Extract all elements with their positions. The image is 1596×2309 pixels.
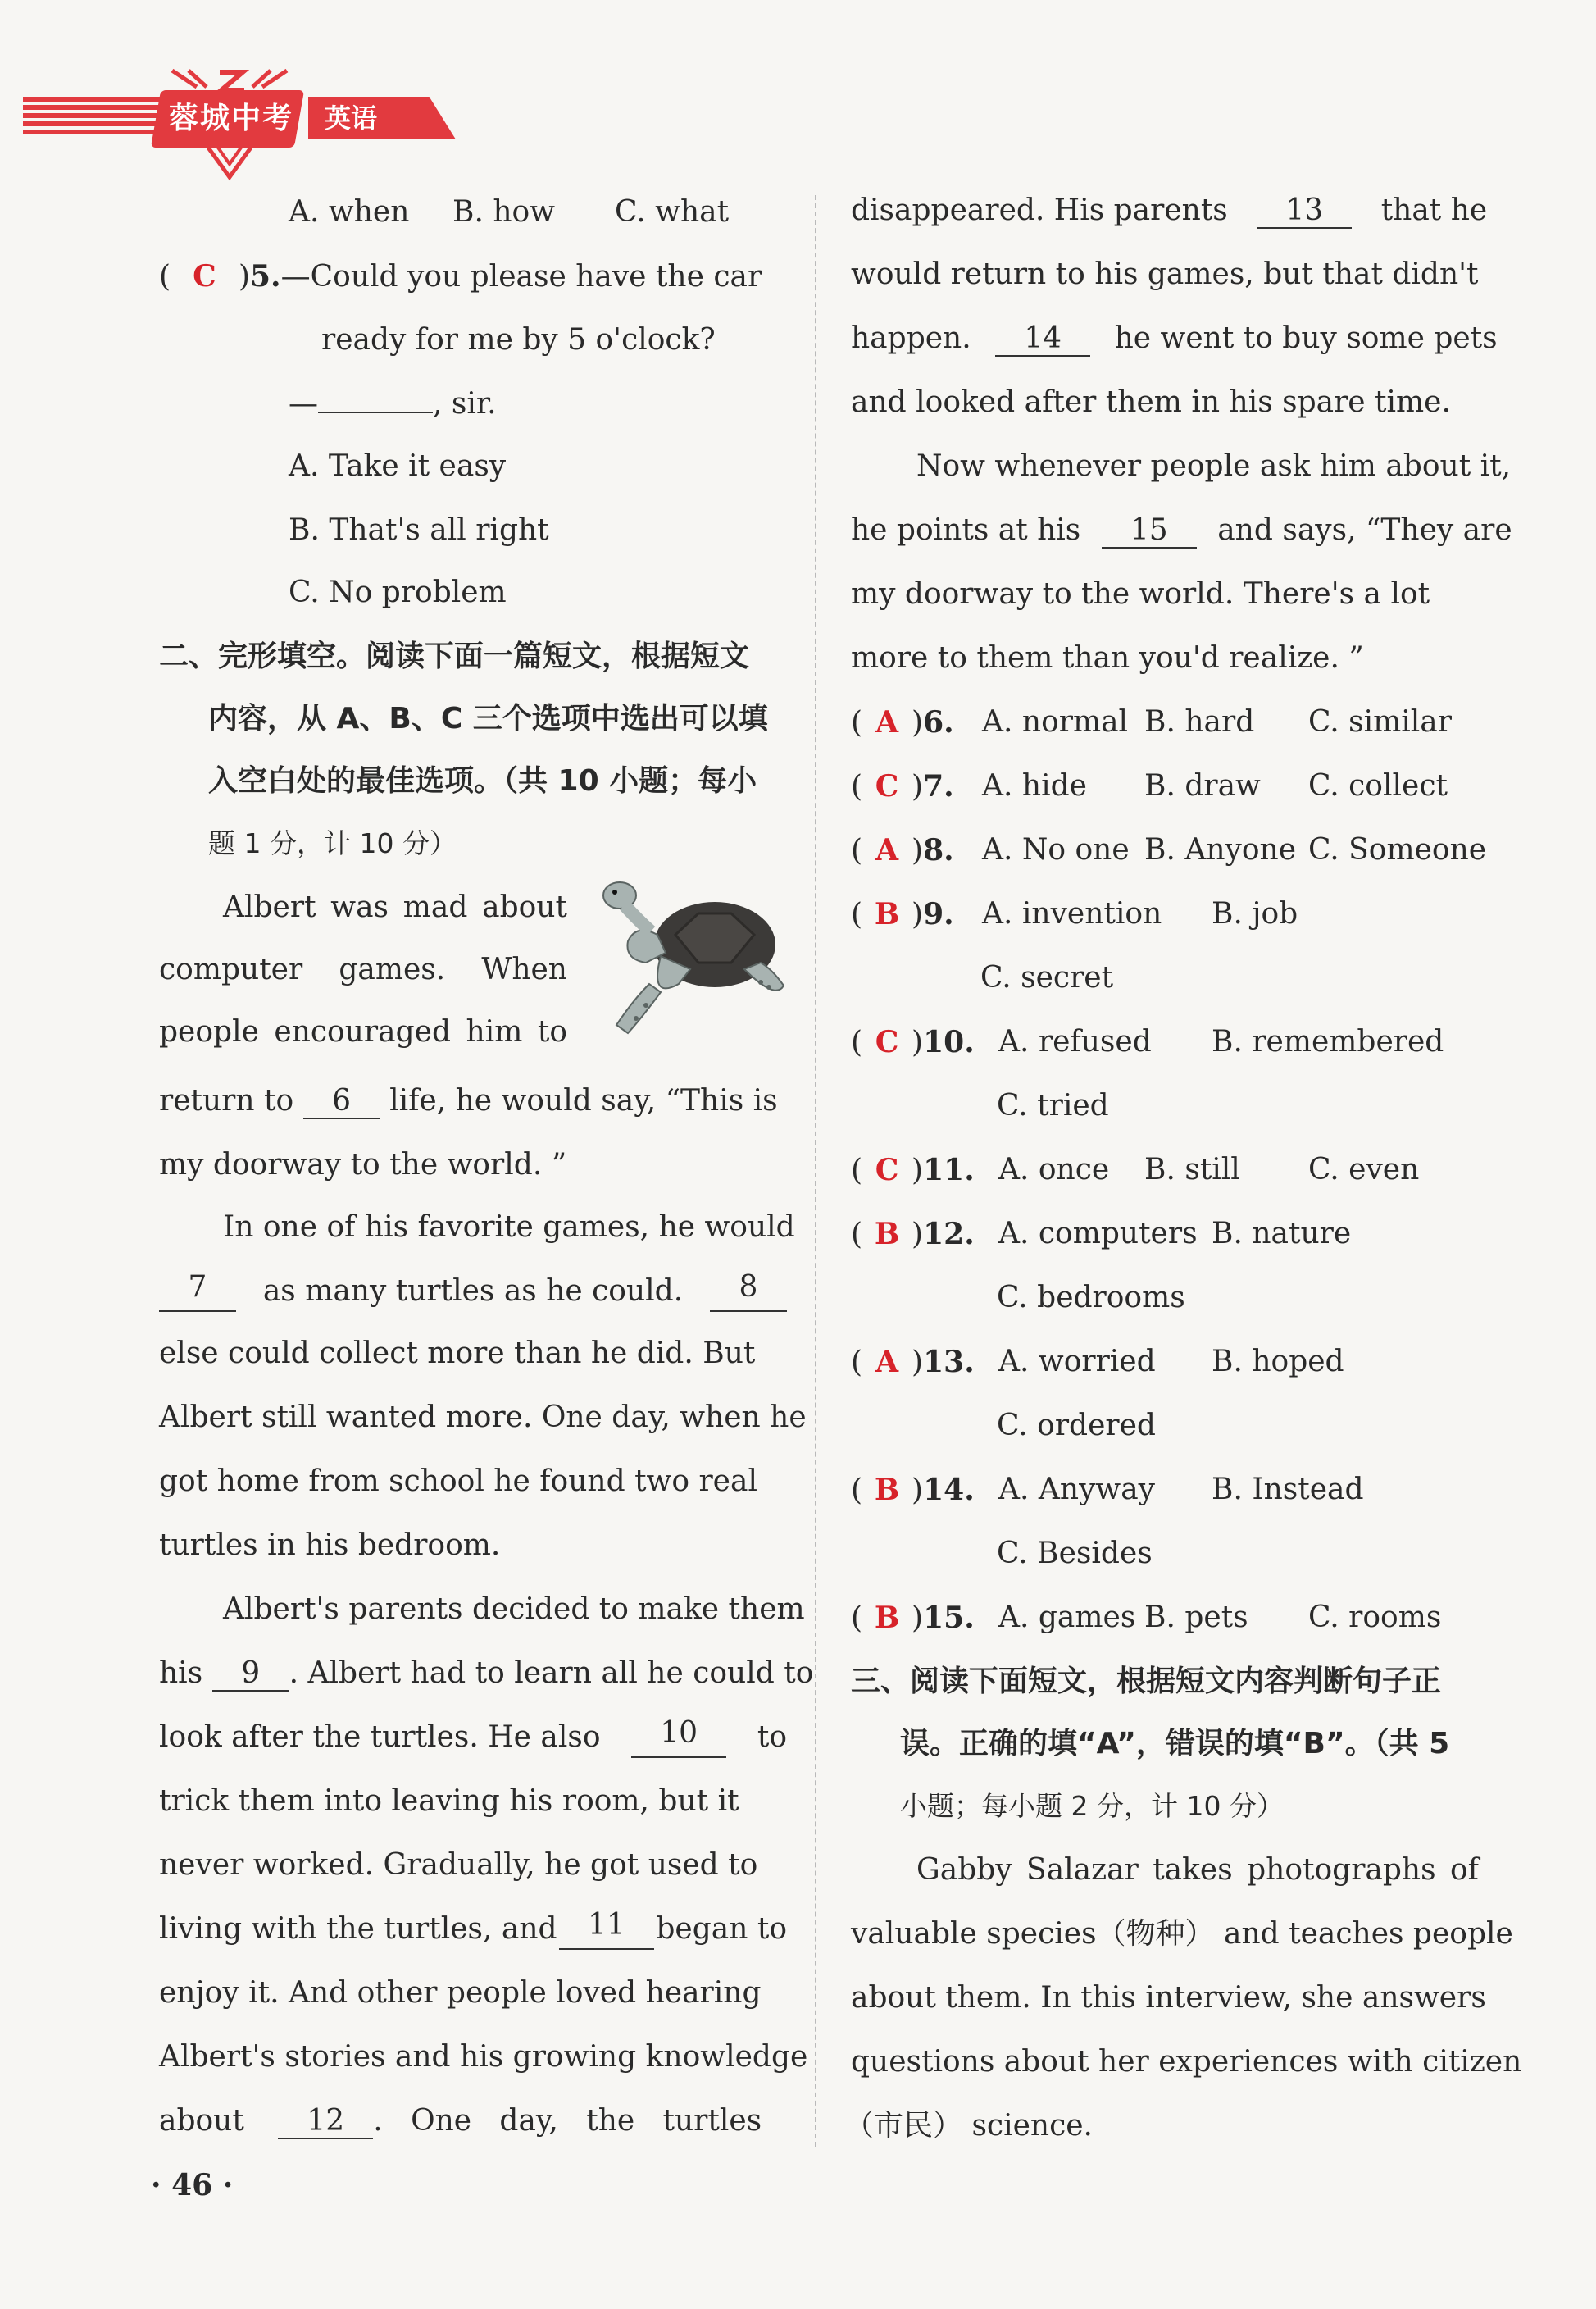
section-2-heading-line-4: 题 1 分，计 10 分）	[208, 827, 457, 859]
answer-mark: B	[874, 1473, 900, 1507]
passage-line: Albert's stories and his growing knowledge	[159, 2040, 808, 2074]
option-c: C. even	[1308, 1153, 1420, 1186]
q5-option-b: B. That's all right	[289, 513, 549, 547]
option-a: A. games	[998, 1601, 1136, 1634]
blank-11: 11	[559, 1909, 654, 1950]
option-c: C. bedrooms	[997, 1281, 1185, 1314]
option-b: B. nature	[1212, 1217, 1352, 1250]
question-10: ( C )10.	[851, 1022, 975, 1063]
answer-mark: B	[874, 897, 900, 931]
option-a: A. invention	[982, 897, 1162, 931]
passage-line: return to 6 life, he would say, “This is	[159, 1084, 778, 1118]
passage-line: computer games. When	[159, 953, 567, 986]
option-a: A. No one	[982, 833, 1130, 867]
passage-line: happen. 14 he went to buy some pets	[851, 321, 1498, 355]
blank-12: 12	[278, 2105, 373, 2139]
passage-line: disappeared. His parents 13 that he	[851, 194, 1488, 227]
passage-line: never worked. Gradually, he got used to	[159, 1848, 758, 1882]
brand-title: 蓉城中考	[168, 102, 293, 135]
option-b: B. draw	[1144, 769, 1261, 803]
question-7: ( C )7.	[851, 766, 954, 807]
q5-line-2: ready for me by 5 o'clock?	[321, 323, 716, 357]
passage-line: trick them into leaving his room, but it	[159, 1784, 739, 1818]
option-a: A. hide	[982, 769, 1087, 803]
section-3-heading-line-2: 误。正确的填“A”，错误的填“B”。（共 5	[900, 1727, 1450, 1760]
passage-line: questions about her experiences with citizen	[851, 2045, 1522, 2079]
question-8: ( A )8.	[851, 830, 954, 871]
section-2-heading: 二、完形填空。阅读下面一篇短文，根据短文	[159, 640, 750, 673]
answer-mark: A	[875, 1345, 899, 1379]
answer-mark: C	[193, 259, 216, 294]
option-a: A. normal	[982, 705, 1129, 739]
turtle-icon	[600, 877, 790, 1038]
option-b: B. pets	[1144, 1601, 1248, 1634]
question-15: ( B )15.	[851, 1597, 975, 1638]
passage-line: Albert's parents decided to make them	[223, 1592, 805, 1626]
column-divider	[815, 195, 816, 2147]
section-3-heading-line-3: 小题；每小题 2 分，计 10 分）	[900, 1790, 1284, 1822]
passage-line: In one of his favorite games, he would	[223, 1210, 795, 1244]
blank-6: 6	[303, 1085, 380, 1119]
answer-mark: C	[875, 769, 899, 804]
option-a: A. once	[998, 1153, 1110, 1186]
option-a: A. refused	[998, 1025, 1152, 1059]
passage-line: 7 as many turtles as he could. 8	[159, 1271, 787, 1312]
passage-line: about 12 . One day, the turtles	[159, 2104, 762, 2138]
passage-line: my doorway to the world. There's a lot	[851, 577, 1430, 611]
passage-line: look after the turtles. He also 10 to	[159, 1717, 787, 1758]
option-c: C. tried	[997, 1089, 1109, 1123]
answer-mark: A	[875, 705, 899, 740]
q4-option-c: C. what	[615, 195, 730, 229]
option-c: C. collect	[1308, 769, 1448, 803]
q4-option-a: A. when	[289, 195, 410, 229]
passage-line: living with the turtles, and 11 began to	[159, 1909, 787, 1950]
question-5-stem: ( C )5.—Could you please have the car	[159, 256, 762, 297]
blank-9: 9	[212, 1657, 289, 1692]
answer-mark: B	[874, 1601, 900, 1635]
passage-line: Gabby Salazar takes photographs of	[916, 1853, 1479, 1887]
passage-line: more to them than you'd realize. ”	[851, 641, 1364, 675]
passage-line: he points at his 15 and says, “They are	[851, 513, 1512, 547]
option-a: A. Anyway	[998, 1473, 1156, 1506]
q5-line-3: — , sir.	[289, 387, 497, 421]
q5-option-a: A. Take it easy	[289, 449, 507, 483]
answer-mark: A	[875, 833, 899, 868]
option-b: B. remembered	[1212, 1025, 1444, 1059]
chevron-down-icon	[205, 144, 254, 182]
option-b: B. still	[1144, 1153, 1240, 1186]
blank-14: 14	[995, 322, 1090, 357]
question-12: ( B )12.	[851, 1214, 975, 1255]
passage-line: people encouraged him to	[159, 1015, 567, 1049]
question-11: ( C )11.	[851, 1150, 975, 1191]
passage-line: else could collect more than he did. But	[159, 1337, 756, 1370]
answer-mark: C	[875, 1153, 899, 1187]
option-b: B. hard	[1144, 705, 1255, 739]
option-c: C. Someone	[1308, 833, 1487, 867]
section-2-heading-line-2: 内容，从 A、B、C 三个选项中选出可以填	[208, 702, 768, 736]
blank-13: 13	[1257, 194, 1352, 229]
page-number: · 46 ·	[151, 2168, 234, 2202]
passage-line: enjoy it. And other people loved hearing	[159, 1976, 762, 2010]
answer-mark: B	[874, 1217, 900, 1251]
passage-line: Now whenever people ask him about it,	[916, 449, 1512, 483]
passage-line: Albert still wanted more. One day, when he	[159, 1400, 807, 1434]
passage-line: would return to his games, but that didn't	[851, 257, 1479, 291]
passage-line: got home from school he found two real	[159, 1464, 757, 1498]
option-a: A. worried	[998, 1345, 1156, 1378]
question-13: ( A )13.	[851, 1341, 975, 1382]
passage-line: Albert was mad about	[223, 890, 567, 924]
option-b: B. Instead	[1212, 1473, 1364, 1506]
blank-7: 7	[159, 1271, 236, 1312]
option-c: C. rooms	[1308, 1601, 1442, 1634]
blank-10: 10	[631, 1717, 726, 1758]
blank-15: 15	[1102, 514, 1197, 549]
passage-line: my doorway to the world. ”	[159, 1148, 567, 1182]
subject-label: 英语	[325, 102, 378, 134]
passage-line: valuable species（物种） and teaches people	[851, 1917, 1513, 1951]
option-c: C. Besides	[997, 1537, 1153, 1570]
passage-line: and looked after them in his spare time.	[851, 385, 1451, 419]
passage-line: turtles in his bedroom.	[159, 1528, 501, 1562]
blank-line	[318, 412, 433, 413]
option-b: B. hoped	[1212, 1345, 1344, 1378]
q5-option-c: C. No problem	[289, 576, 507, 609]
section-2-heading-line-3: 入空白处的最佳选项。（共 10 小题；每小	[208, 764, 757, 798]
option-c: C. secret	[980, 961, 1114, 995]
question-6: ( A )6.	[851, 702, 954, 743]
option-c: C. ordered	[997, 1409, 1156, 1442]
q4-option-b: B. how	[452, 195, 556, 229]
passage-line: about them. In this interview, she answers	[851, 1981, 1486, 2015]
passage-line: （市民） science.	[844, 2109, 1093, 2143]
blank-8: 8	[710, 1271, 787, 1312]
option-a: A. computers	[998, 1217, 1198, 1250]
option-b: B. job	[1212, 897, 1298, 931]
answer-mark: C	[875, 1025, 899, 1059]
option-c: C. similar	[1308, 705, 1452, 739]
passage-line: his 9 . Albert had to learn all he could to	[159, 1656, 814, 1690]
option-b: B. Anyone	[1144, 833, 1297, 867]
question-9: ( B )9.	[851, 894, 954, 935]
section-3-heading: 三、阅读下面短文，根据短文内容判断句子正	[851, 1665, 1442, 1698]
question-14: ( B )14.	[851, 1469, 975, 1510]
